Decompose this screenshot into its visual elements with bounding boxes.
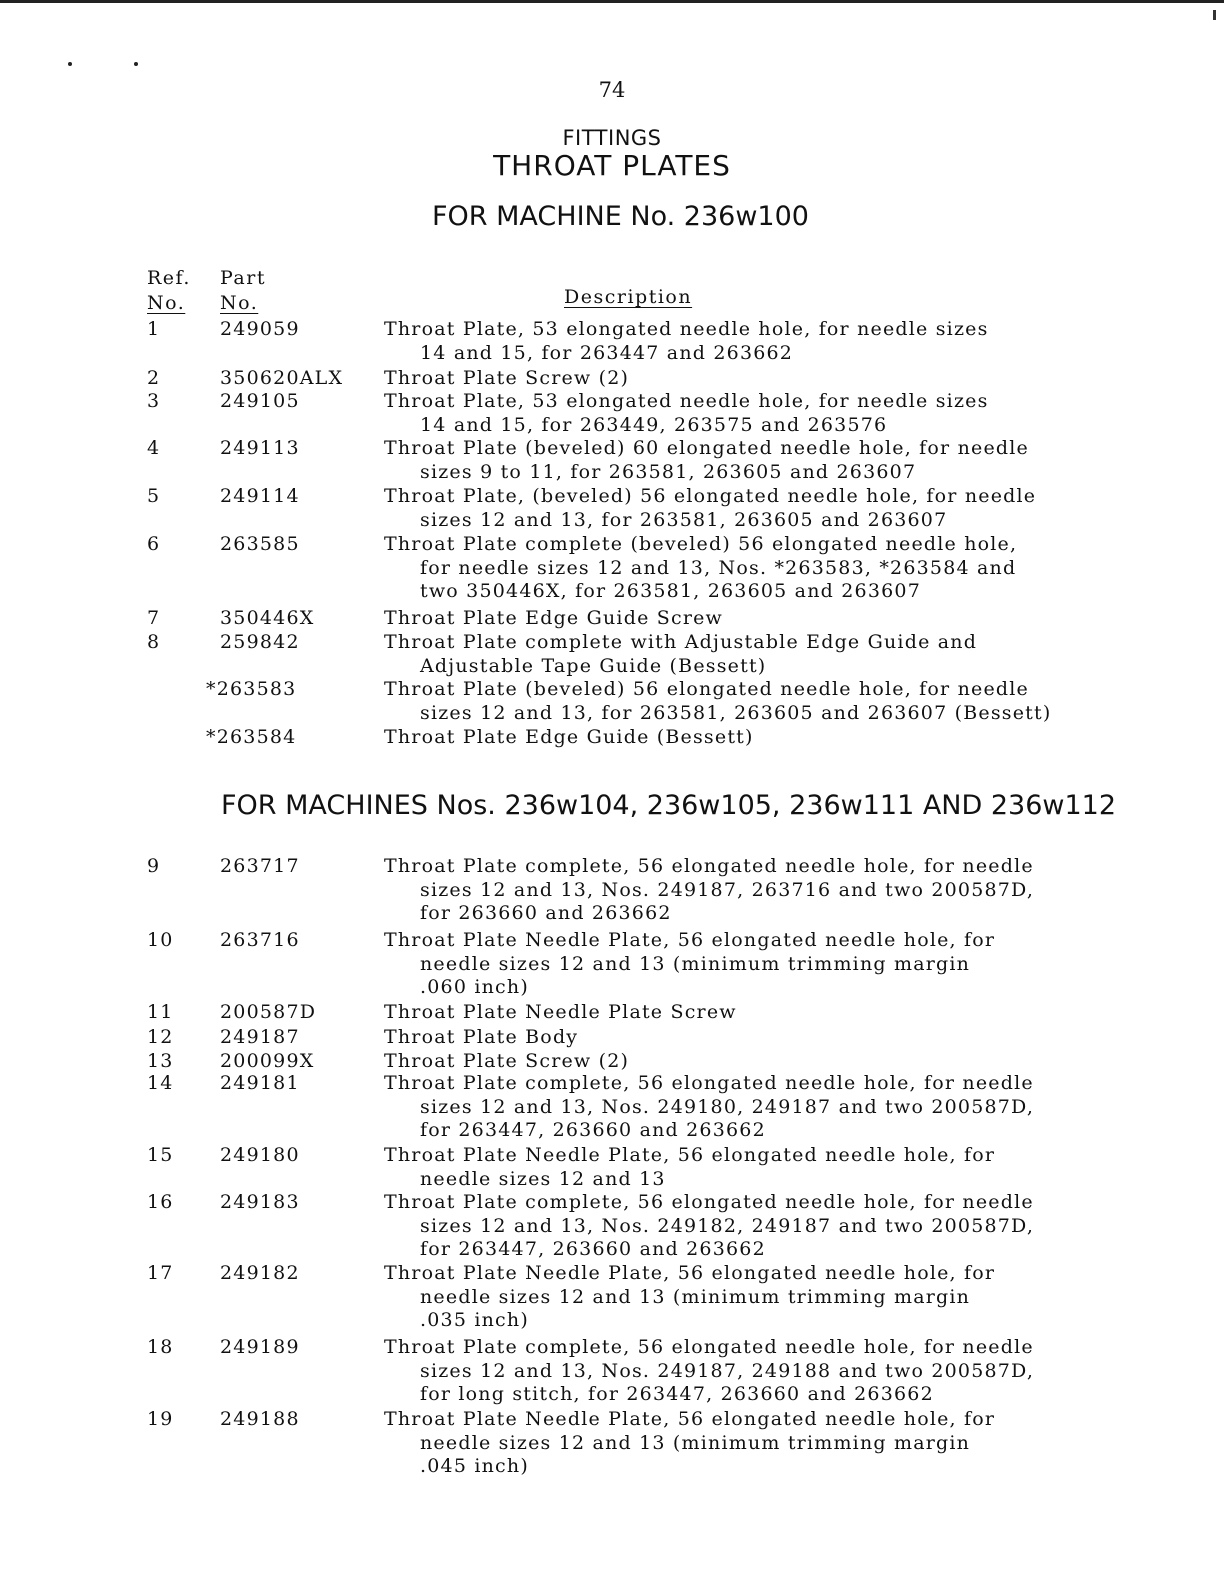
- description-line: sizes 9 to 11, for 263581, 263605 and 263607: [420, 460, 917, 483]
- ref-number: 19: [147, 1408, 174, 1430]
- description-line: .060 inch): [420, 976, 529, 998]
- ref-number: 14: [147, 1072, 174, 1094]
- machine-heading: FOR MACHINE No. 236w100: [432, 201, 809, 232]
- part-number: 259842: [220, 631, 300, 653]
- description-line: Throat Plate complete (beveled) 56 elongated needle hole,: [384, 533, 1018, 555]
- part-description: [384, 1144, 1104, 1191]
- description-line: needle sizes 12 and 13 (minimum trimming margin: [420, 952, 971, 975]
- ref-number: 11: [147, 1001, 174, 1023]
- part-number: 249105: [220, 390, 300, 412]
- scan-edge-mark: [1213, 10, 1216, 20]
- section-label: FITTINGS: [562, 126, 662, 150]
- part-number: 249114: [220, 485, 300, 507]
- description-line: .045 inch): [420, 1455, 529, 1477]
- part-description: [384, 318, 1104, 365]
- part-number: 249183: [220, 1191, 300, 1213]
- part-number: 249181: [220, 1072, 300, 1094]
- description-line: sizes 12 and 13, Nos. 249180, 249187 and two 200587D,: [420, 1095, 1035, 1118]
- scan-dot: [68, 62, 72, 66]
- description-line: needle sizes 12 and 13 (minimum trimming margin: [420, 1431, 971, 1454]
- part-number: 249059: [220, 318, 300, 340]
- part-description: [384, 437, 1104, 484]
- description-line: Throat Plate complete, 56 elongated needle hole, for needle: [384, 1336, 1034, 1358]
- scan-dot: [134, 62, 138, 66]
- description-line: sizes 12 and 13, for 263581, 263605 and 263607: [420, 508, 948, 531]
- ref-header-line1: Ref.: [147, 267, 191, 289]
- part-number: 249180: [220, 1144, 300, 1166]
- description-line: Throat Plate Screw (2): [384, 1050, 630, 1072]
- part-header-line2: No.: [220, 292, 259, 314]
- description-line: for 263447, 263660 and 263662: [420, 1238, 766, 1260]
- description-line: sizes 12 and 13, Nos. 249187, 249188 and two 200587D,: [420, 1359, 1035, 1382]
- description-line: for 263660 and 263662: [420, 902, 672, 924]
- part-description: [384, 607, 1104, 631]
- part-description: [384, 390, 1104, 437]
- part-number: 200587D: [220, 1001, 317, 1023]
- description-line: Throat Plate, 53 elongated needle hole, for needle sizes: [384, 318, 989, 340]
- part-description: [384, 726, 1104, 750]
- part-description: [384, 533, 1104, 604]
- description-line: 14 and 15, for 263447 and 263662: [420, 341, 794, 364]
- part-number: 249182: [220, 1262, 300, 1284]
- description-line: Throat Plate complete with Adjustable Edge Guide and: [384, 631, 978, 653]
- ref-number: 2: [147, 367, 161, 389]
- ref-number: 13: [147, 1050, 174, 1072]
- description-line: Throat Plate complete, 56 elongated needle hole, for needle: [384, 855, 1034, 877]
- part-description: [384, 1001, 1104, 1025]
- description-line: Throat Plate Needle Plate, 56 elongated needle hole, for: [384, 1408, 996, 1430]
- description-column-header: Description: [564, 286, 693, 308]
- part-description: [384, 1050, 1104, 1074]
- description-line: sizes 12 and 13, for 263581, 263605 and 263607 (Bessett): [420, 701, 1052, 724]
- description-line: Throat Plate (beveled) 60 elongated needle hole, for needle: [384, 437, 1029, 459]
- ref-number: 6: [147, 533, 161, 555]
- part-description: [384, 1262, 1104, 1333]
- description-line: Throat Plate Edge Guide Screw: [384, 607, 724, 629]
- description-line: Throat Plate Needle Plate Screw: [384, 1001, 737, 1023]
- ref-number: 3: [147, 390, 161, 412]
- ref-number: 10: [147, 929, 174, 951]
- description-line: Throat Plate Needle Plate, 56 elongated needle hole, for: [384, 929, 996, 951]
- description-line: needle sizes 12 and 13: [420, 1167, 666, 1190]
- ref-number: 18: [147, 1336, 174, 1358]
- part-description: [384, 485, 1104, 532]
- ref-number: 1: [147, 318, 161, 340]
- ref-number: 16: [147, 1191, 174, 1213]
- description-line: sizes 12 and 13, Nos. 249182, 249187 and two 200587D,: [420, 1214, 1035, 1237]
- description-line: two 350446X, for 263581, 263605 and 263607: [420, 580, 921, 602]
- part-number: 249188: [220, 1408, 300, 1430]
- description-line: for needle sizes 12 and 13, Nos. *263583, *263584 and: [420, 556, 1017, 579]
- machine-heading: FOR MACHINES Nos. 236w104, 236w105, 236w111 AND 236w112: [221, 790, 1117, 821]
- part-description: [384, 1026, 1104, 1050]
- part-number: 200099X: [220, 1050, 315, 1072]
- part-number: *263584: [206, 726, 297, 748]
- part-description: [384, 367, 1104, 391]
- ref-number: 9: [147, 855, 161, 877]
- ref-number: 12: [147, 1026, 174, 1048]
- ref-header-line2: No.: [147, 292, 186, 314]
- description-line: Throat Plate, 53 elongated needle hole, for needle sizes: [384, 390, 989, 412]
- ref-number: 8: [147, 631, 161, 653]
- part-description: [384, 1072, 1104, 1143]
- ref-column-header: [147, 266, 191, 316]
- description-line: Throat Plate, (beveled) 56 elongated needle hole, for needle: [384, 485, 1037, 507]
- description-line: Throat Plate Needle Plate, 56 elongated needle hole, for: [384, 1262, 996, 1284]
- ref-number: 17: [147, 1262, 174, 1284]
- part-description: [384, 678, 1104, 725]
- ref-number: 5: [147, 485, 161, 507]
- part-number: 249187: [220, 1026, 300, 1048]
- part-description: [384, 855, 1104, 926]
- part-number: 263717: [220, 855, 300, 877]
- part-number: 350446X: [220, 607, 315, 629]
- ref-number: 4: [147, 437, 161, 459]
- part-header-line1: Part: [220, 267, 266, 289]
- page-title: THROAT PLATES: [493, 149, 731, 182]
- part-description: [384, 1191, 1104, 1262]
- scan-top-edge: [0, 0, 1224, 3]
- part-description: [384, 929, 1104, 1000]
- part-description: [384, 1408, 1104, 1479]
- part-description: [384, 1336, 1104, 1407]
- part-number: 263585: [220, 533, 300, 555]
- description-line: .035 inch): [420, 1309, 529, 1331]
- description-line: Throat Plate Edge Guide (Bessett): [384, 726, 754, 748]
- description-line: 14 and 15, for 263449, 263575 and 263576: [420, 413, 888, 436]
- description-line: sizes 12 and 13, Nos. 249187, 263716 and two 200587D,: [420, 878, 1035, 901]
- part-number: 249113: [220, 437, 300, 459]
- ref-number: 15: [147, 1144, 174, 1166]
- description-line: Throat Plate complete, 56 elongated needle hole, for needle: [384, 1191, 1034, 1213]
- page-number: 74: [598, 78, 626, 102]
- part-number: 350620ALX: [220, 367, 344, 389]
- description-line: Throat Plate Screw (2): [384, 367, 630, 389]
- part-column-header: [220, 266, 266, 316]
- description-line: Adjustable Tape Guide (Bessett): [420, 654, 767, 677]
- part-number: 249189: [220, 1336, 300, 1358]
- description-line: for long stitch, for 263447, 263660 and 263662: [420, 1383, 934, 1405]
- ref-number: 7: [147, 607, 161, 629]
- description-line: Throat Plate (beveled) 56 elongated needle hole, for needle: [384, 678, 1029, 700]
- description-line: needle sizes 12 and 13 (minimum trimming margin: [420, 1285, 971, 1308]
- description-line: Throat Plate complete, 56 elongated needle hole, for needle: [384, 1072, 1034, 1094]
- description-line: for 263447, 263660 and 263662: [420, 1119, 766, 1141]
- part-number: 263716: [220, 929, 300, 951]
- part-number: *263583: [206, 678, 297, 700]
- part-description: [384, 631, 1104, 678]
- description-line: Throat Plate Body: [384, 1026, 579, 1048]
- description-line: Throat Plate Needle Plate, 56 elongated needle hole, for: [384, 1144, 996, 1166]
